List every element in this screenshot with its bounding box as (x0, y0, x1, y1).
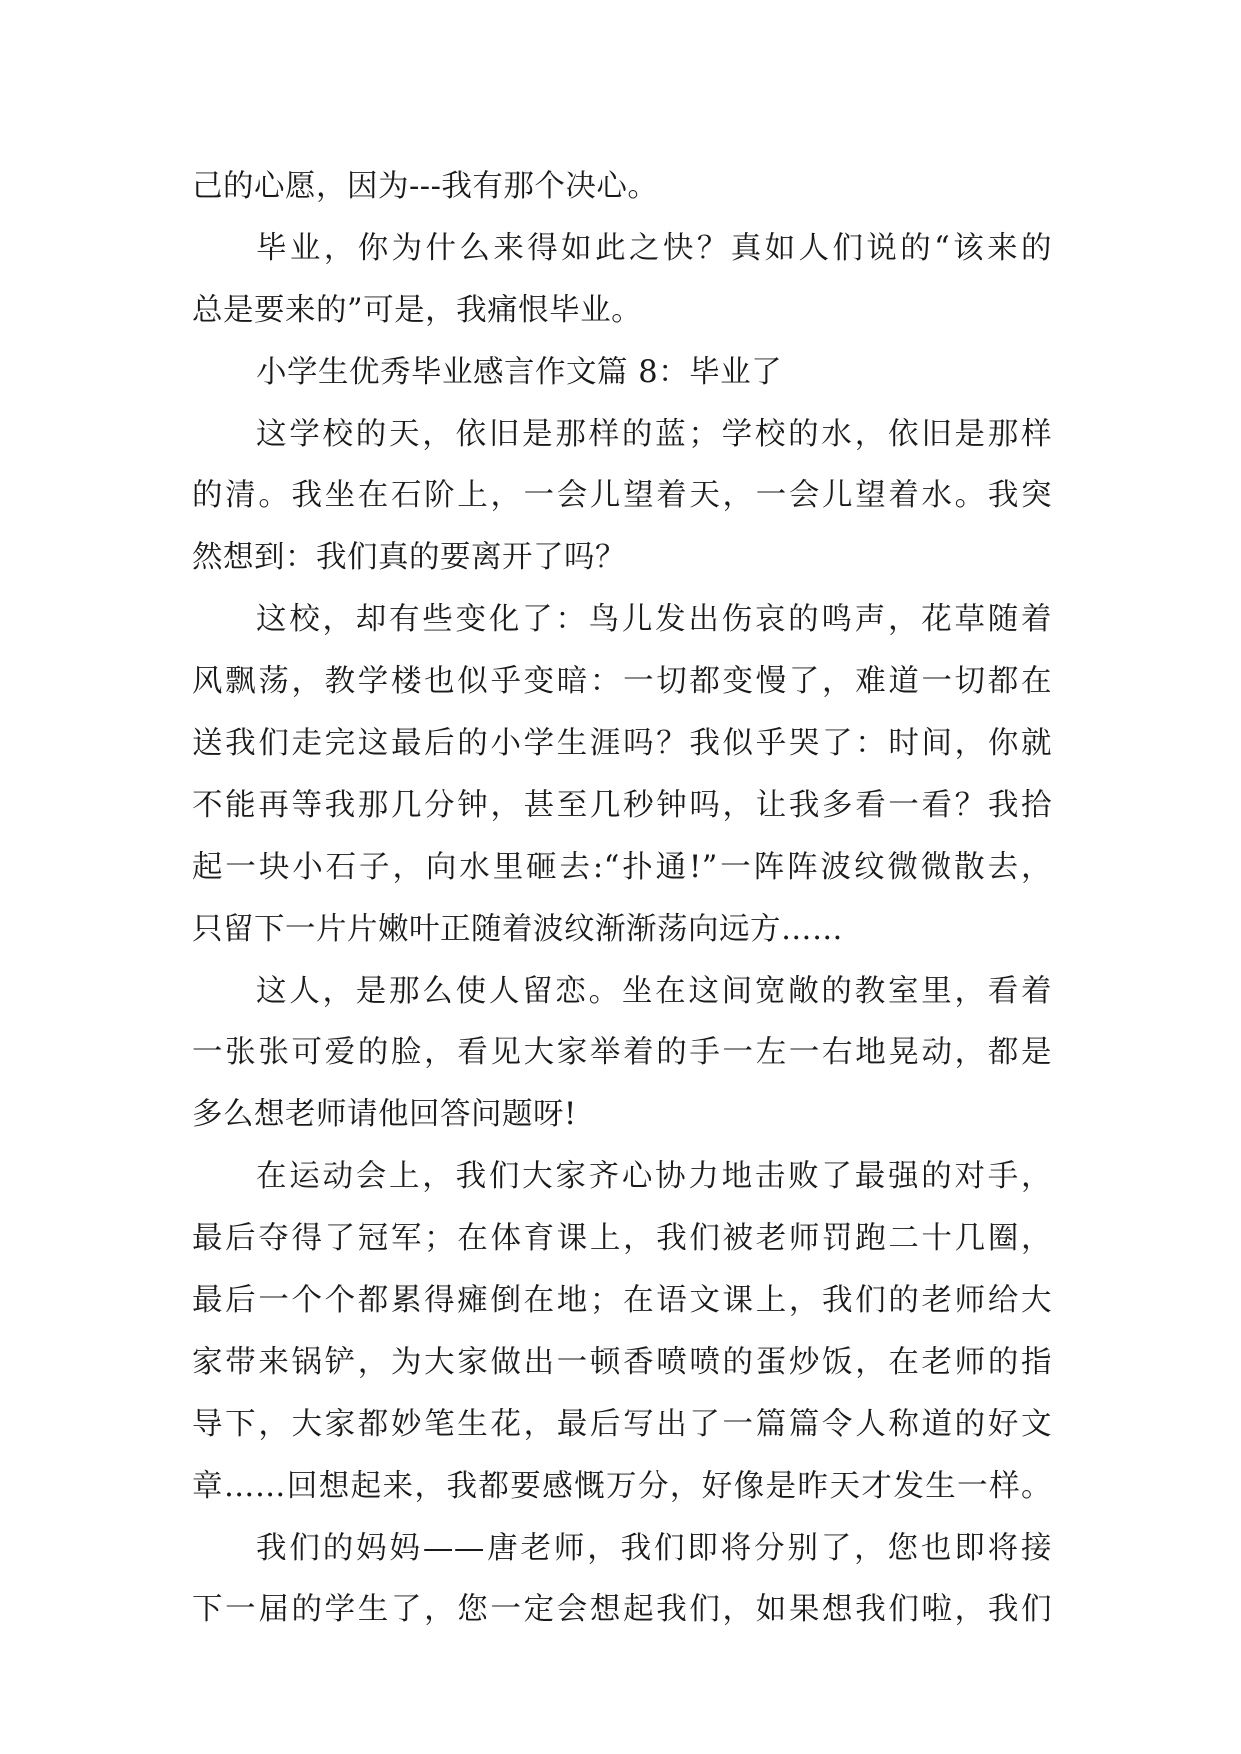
text-line: 风飘荡，教学楼也似乎变暗：一切都变慢了，难道一切都在 (192, 664, 1052, 700)
text-line: 这学校的天，依旧是那样的蓝；学校的水，依旧是那样 (256, 416, 1052, 452)
text-line: 小学生优秀毕业感言作文篇 8：毕业了 (256, 354, 783, 390)
text-line: 不能再等我那几分钟，甚至几秒钟吗，让我多看一看？我拾 (192, 787, 1052, 823)
text-line: 起一块小石子，向水里砸去:“扑通!”一阵阵波纹微微散去， (192, 849, 1052, 885)
text-line: 下一届的学生了，您一定会想起我们，如果想我们啦，我们 (192, 1592, 1052, 1628)
text-line: 这人，是那么使人留恋。坐在这间宽敞的教室里，看着 (256, 973, 1052, 1009)
text-line: 我们的妈妈——唐老师，我们即将分别了，您也即将接 (256, 1530, 1052, 1566)
text-line: 送我们走完这最后的小学生涯吗？我似乎哭了：时间，你就 (192, 726, 1052, 762)
text-line: 最后一个个都累得瘫倒在地；在语文课上，我们的老师给大 (192, 1283, 1052, 1319)
text-line: 多么想老师请他回答问题呀! (192, 1097, 577, 1133)
text-line: 然想到：我们真的要离开了吗？ (192, 540, 626, 576)
text-line: 己的心愿，因为---我有那个决心。 (192, 169, 659, 204)
text-line: 章……回想起来，我都要感慨万分，好像是昨天才发生一样。 (192, 1468, 1052, 1504)
text-line: 只留下一片片嫩叶正随着波纹渐渐荡向远方…… (192, 911, 843, 947)
text-line: 最后夺得了冠军；在体育课上，我们被老师罚跑二十几圈， (192, 1221, 1052, 1257)
document-body (192, 156, 1052, 1641)
text-line: 在运动会上，我们大家齐心协力地击败了最强的对手， (256, 1159, 1052, 1195)
text-line: 家带来锅铲，为大家做出一顿香喷喷的蛋炒饭，在老师的指 (192, 1344, 1052, 1380)
text-line: 导下，大家都妙笔生花，最后写出了一篇篇令人称道的好文 (192, 1406, 1052, 1442)
text-line: 的清。我坐在石阶上，一会儿望着天，一会儿望着水。我突 (192, 478, 1052, 514)
text-line: 毕业，你为什么来得如此之快？真如人们说的“该来的 (256, 230, 1052, 266)
text-line: 一张张可爱的脸，看见大家举着的手一左一右地晃动，都是 (192, 1035, 1052, 1071)
text-line: 这校，却有些变化了：鸟儿发出伤哀的鸣声，花草随着 (256, 602, 1052, 638)
text-line: 总是要来的”可是，我痛恨毕业。 (192, 292, 643, 328)
